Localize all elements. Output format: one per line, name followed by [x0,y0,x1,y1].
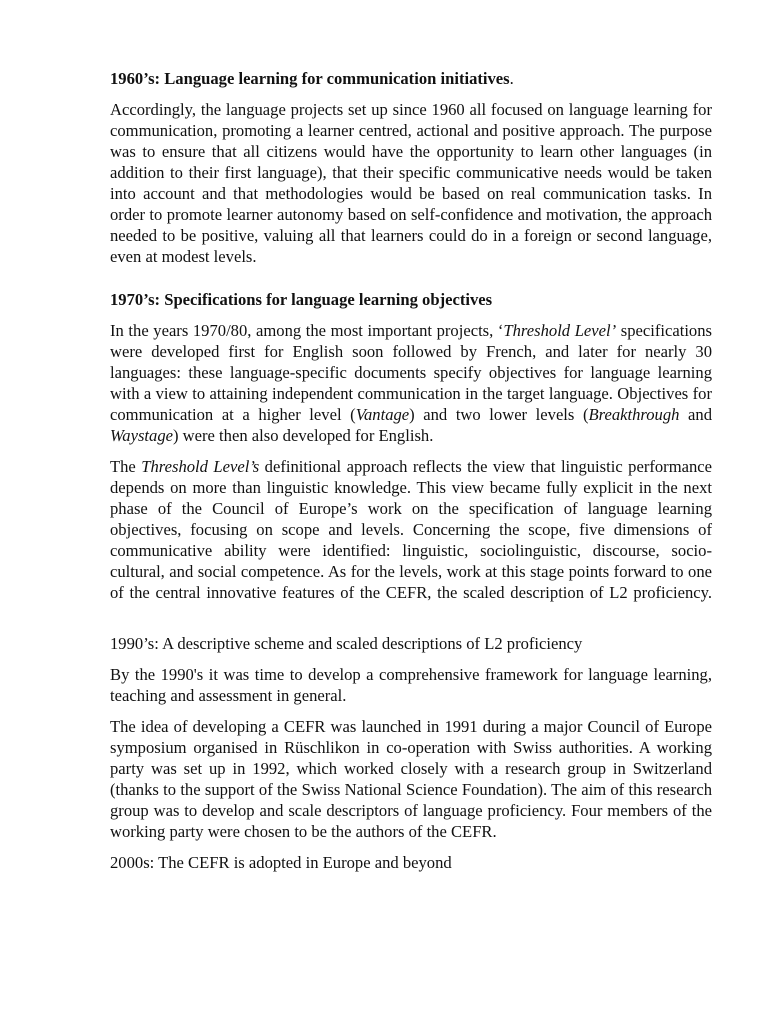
paragraph [110,456,712,603]
text-run: definitional approach reflects the view that linguistic performance depends on more than linguistic knowledge. This view became fully explicit in the next phase of the Council of Europe’s work on the specification of language learning objectives, focusing on scope and levels. Concerning the scope, five dimensions of communicative ability were identified: linguistic, sociolinguistic, discourse, socio-cultural, and social competence. As for the levels, work at this stage points forward to one of the central innovative features of the CEFR, the scaled description of L2 proficiency. [110,457,713,602]
paragraph: Accordingly, the language projects set up since 1960 all focused on language learning for communication, promoting a learner centred, actional and positive approach. The purpose was to ensure that all citizens would have the opportunity to learn other languages (in addition to their first language), that their specific communicative needs would be taken into account and that methodologies would be based on real communication tasks. In order to promote learner autonomy based on self-confidence and motivation, the approach needed to be positive, valuing all that learners could do in a foreign or second language, even at modest levels. [110,100,712,266]
heading-text: 1960’s: Language learning for communication initiatives [110,69,510,88]
italic-run: Threshold Level’s [141,457,260,476]
text-run: In the years 1970/80, among the most important projects, ‘ [110,321,504,340]
paragraph [110,320,712,446]
italic-run: Breakthrough [588,405,680,424]
heading-suffix: . [509,69,514,88]
italic-run: Vantage [355,405,410,424]
section-heading: 1990’s: A descriptive scheme and scaled descriptions of L2 proficiency [110,634,583,653]
italic-run: Threshold Level’ [503,321,617,340]
text-run: specifications were developed first for English soon followed by French, and later for nearly 30 languages: these language-specific documents specify objectives for language learning with a view to attaining independent communication in the target language. Objectives for communication at a higher level ( [110,321,712,424]
section-1960s [110,68,712,267]
section-heading: 2000s: The CEFR is adopted in Europe and beyond [110,853,452,872]
text-run: and [679,405,713,424]
section-heading: 1970’s: Specifications for language learning objectives [110,290,493,309]
paragraph: By the 1990's it was time to develop a comprehensive framework for language learning, teaching and assessment in general. [110,665,712,705]
paragraph: The idea of developing a CEFR was launched in 1991 during a major Council of Europe symposium organised in Rüschlikon in co-operation with Swiss authorities. A working party was set up in 1992, which worked closely with a research group in Switzerland (thanks to the support of the Swiss National Science Foundation). The aim of this research group was to develop and scale descriptors of language proficiency. Four members of the working party were chosen to be the authors of the CEFR. [110,717,712,841]
section-2000s [110,852,712,873]
italic-run: Waystage [110,426,173,445]
document-body [110,68,712,873]
section-1970s [110,289,712,603]
text-run: ) and two lower levels ( [409,405,589,424]
section-heading [110,68,712,89]
text-run: The [110,457,142,476]
section-1990s [110,633,712,842]
text-run: ) were then also developed for English. [173,426,434,445]
